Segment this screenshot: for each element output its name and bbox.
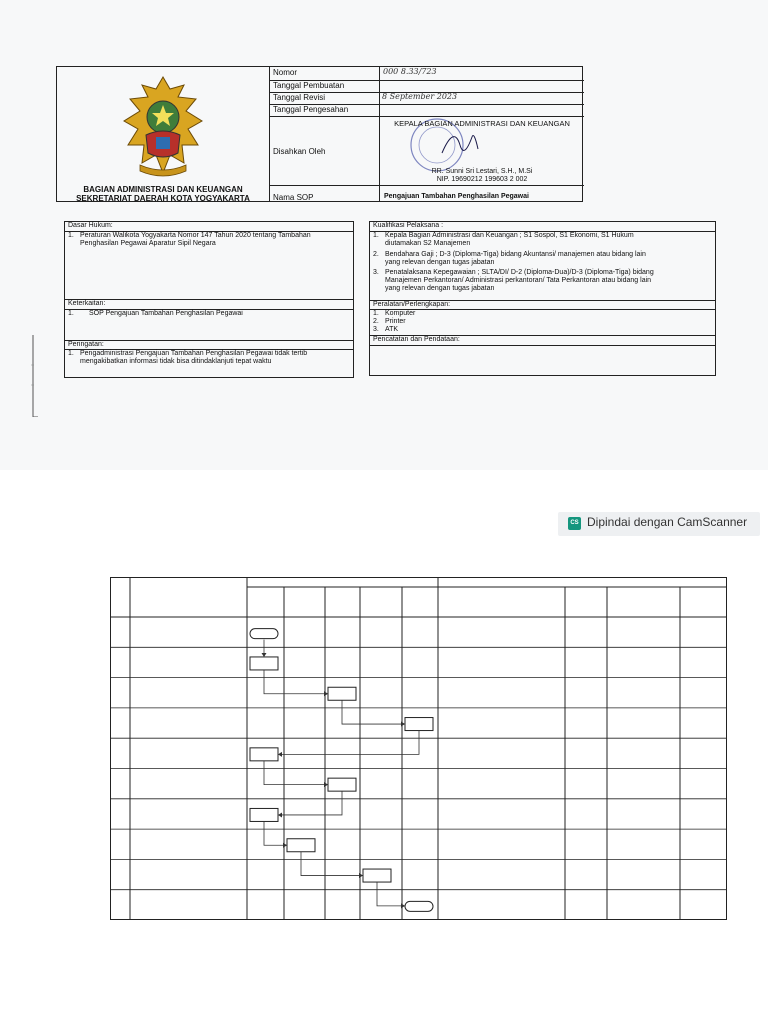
keterkaitan-title: Keterkaitan: (68, 300, 106, 307)
org-name-line1: BAGIAN ADMINISTRASI DAN KEUANGAN (83, 185, 243, 194)
flow-connector (301, 852, 363, 876)
legal-basis-box (64, 221, 354, 378)
item-line: Pengadministrasi Pengajuan Tambahan Penghasilan Pegawai tidak tertib (80, 350, 308, 357)
flow-connector (278, 731, 419, 755)
flow-arrowhead (283, 843, 287, 848)
item-line: Manajemen Perkantoran/ Administrasi perkantoran/ Tata Perkantoran atau bidang lain (385, 277, 652, 284)
camscanner-logo-icon: CS (568, 517, 581, 530)
nomor-row (270, 67, 584, 81)
flow-process-shape (287, 839, 315, 852)
nama-sop-value: Pengajuan Tambahan Penghasilan Pegawai (384, 193, 529, 200)
camscanner-watermark (558, 512, 760, 536)
flow-arrowhead (324, 691, 328, 696)
sop-header-table (56, 66, 583, 202)
peralatan-divider (370, 309, 715, 310)
flow-process-shape (328, 778, 356, 791)
item-line: Peraturan Walikota Yogyakarta Nomor 147 Tahun 2020 tentang Tambahan (80, 232, 311, 239)
item-number: 1. (68, 350, 74, 357)
flow-process-shape (250, 748, 278, 761)
flow-connector (264, 670, 328, 694)
flow-arrowhead (278, 812, 282, 817)
flow-process-shape (405, 718, 433, 731)
item-number: 1. (373, 232, 379, 239)
item-line: Kepala Bagian Administrasi dan Keuangan ; S1 Sospol, S1 Ekonomi, S1 Hukum (385, 232, 634, 239)
header-column-divider (379, 67, 380, 201)
keterkaitan-top-divider (65, 299, 353, 300)
item-line: Penghasilan Pegawai Aparatur Sipil Negara (80, 240, 216, 247)
item-line: yang relevan dengan tugas jabatan (385, 285, 495, 292)
flow-terminator-shape (405, 901, 433, 911)
org-name-line2: SEKRETARIAT DAERAH KOTA YOGYAKARTA (76, 194, 250, 203)
qualification-box (369, 221, 716, 376)
signer-block (382, 168, 582, 184)
tanggal-pengesahan-label: Tanggal Pengesahan (273, 105, 349, 114)
flow-process-shape (250, 808, 278, 821)
kualifikasi-title: Kualifikasi Pelaksana : (373, 222, 444, 229)
flow-terminator-shape (250, 629, 278, 639)
flow-arrowhead (401, 722, 405, 727)
flow-process-shape (328, 687, 356, 700)
item-number: 1. (68, 232, 74, 239)
tanggal-revisi-value: 8 September 2023 (382, 92, 458, 101)
tanggal-pembuatan-label: Tanggal Pembuatan (273, 81, 345, 90)
item-line: Bendahara Gaji ; D-3 (Diploma-Tiga) bidang Akuntansi/ manajemen atau bidang lain (385, 251, 646, 258)
nomor-label: Nomor (273, 68, 298, 77)
flow-arrowhead (278, 752, 282, 757)
pencatatan-divider (370, 345, 715, 346)
nomor-value: 000 8.33/723 (383, 67, 437, 76)
yogyakarta-coat-of-arms-logo (120, 75, 206, 183)
item-line: yang relevan dengan tugas jabatan (385, 259, 495, 266)
peringatan-title: Peringatan: (68, 341, 104, 348)
disahkan-label: Disahkan Oleh (273, 147, 326, 156)
dasar-hukum-title: Dasar Hukum: (68, 222, 113, 229)
flow-connector (264, 761, 328, 785)
item-line: SOP Pengajuan Tambahan Penghasilan Pegawai (89, 310, 243, 317)
item-line: ATK (385, 326, 399, 333)
item-number: 3. (373, 269, 379, 276)
flow-arrowhead (262, 653, 267, 657)
item-number: 2. (373, 318, 379, 325)
pencatatan-title: Pencatatan dan Pendataan: (373, 336, 460, 343)
org-identity-cell (57, 67, 270, 201)
item-line: Printer (385, 318, 406, 325)
item-line: Komputer (385, 310, 416, 317)
flow-process-shape (363, 869, 391, 882)
flow-connector (377, 882, 405, 906)
flow-process-shape (250, 657, 278, 670)
flow-arrowhead (401, 903, 405, 908)
peringatan-top-divider (65, 340, 353, 341)
kepala-bagian-title: KEPALA BAGIAN ADMINISTRASI DAN KEUANGAN (394, 119, 570, 128)
camscanner-label: Dipindai dengan CamScanner (587, 515, 748, 529)
item-number: 1. (373, 310, 379, 317)
sop-flowchart-table (110, 577, 727, 920)
margin-bracket-mark (30, 335, 38, 417)
flow-arrowhead (324, 782, 328, 787)
flowchart-border (111, 578, 727, 920)
flow-connector (342, 700, 405, 724)
org-name (57, 185, 269, 203)
flow-connector (278, 791, 342, 815)
item-number: 2. (373, 251, 379, 258)
item-number: 3. (373, 326, 379, 333)
nama-sop-label: Nama SOP (273, 193, 314, 202)
signer-name: RR. Sunni Sri Lestari, S.H., M.Si (431, 168, 533, 175)
tanggal-revisi-label: Tanggal Revisi (273, 93, 326, 102)
item-number: 1. (68, 310, 74, 317)
flow-arrowhead (359, 873, 363, 878)
item-line: Penatalaksana Kepegawaian ; SLTA/DI/ D-2 (Diploma-Dua)/D-3 (Diploma-Tiga) bidang (385, 269, 654, 276)
item-line: mengakibatkan informasi tidak bisa ditindaklanjuti tepat waktu (80, 358, 272, 365)
peralatan-title: Peralatan/Perlengkapan: (373, 301, 451, 308)
item-line: diutamakan S2 Manajemen (385, 240, 471, 247)
signer-nip: NIP. 19690212 199603 2 002 (436, 176, 528, 183)
